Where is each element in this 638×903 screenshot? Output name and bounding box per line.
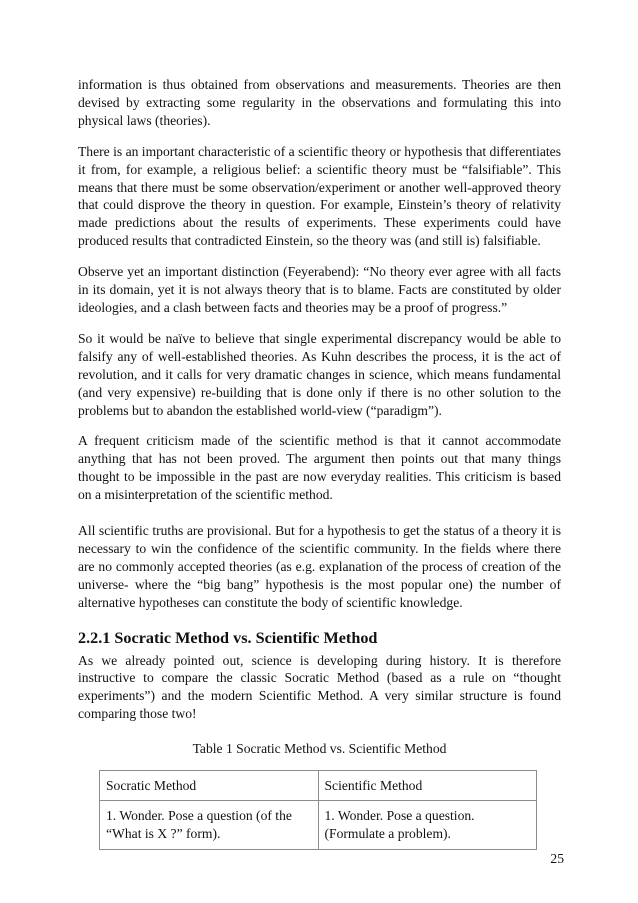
paragraph: All scientific truths are provisional. But for a hypothesis to get the status of a theory it is necessary to win the confidence of the scientific community. In the fields where there are no commonly accepted theories (as e.g. explanation of the process of creation of the universe- where the “big bang” hypothesis is the most popular one) the number of alternative hypotheses can constitute the body of scientific knowledge. — [78, 523, 561, 610]
table-cell: 1. Wonder. Pose a question (of the “What is X ?” form). — [100, 801, 319, 850]
table-header-row — [100, 771, 537, 801]
table-cell: 1. Wonder. Pose a question. (Formulate a problem). — [318, 801, 537, 850]
table-caption: Table 1 Socratic Method vs. Scientific Method — [192, 741, 447, 757]
table-row — [100, 801, 537, 850]
paragraph: Observe yet an important distinction (Feyerabend): “No theory ever agree with all facts in its domain, yet it is not always theory that is to blame. Facts are constituted by older ideologies, and a clash between facts and theories may be a proof of progress.” — [78, 264, 561, 315]
paragraph: A frequent criticism made of the scientific method is that it cannot accommodate anything that has not been proved. The argument then points out that many things thought to be impossible in the past are now everyday realities. This criticism is based on a misinterpretation of the scientific method. — [78, 433, 561, 503]
page-body — [78, 76, 561, 850]
section-heading: 2.2.1 Socratic Method vs. Scientific Method — [78, 628, 378, 647]
table-header-cell: Socratic Method — [100, 771, 319, 801]
page-number: 25 — [550, 851, 564, 866]
section-intro-paragraph: As we already pointed out, science is developing during history. It is therefore instructive to compare the classic Socratic Method (based as a rule on “thought experiments”) and the modern Scientific Method. A very similar structure is found comparing those two! — [78, 652, 561, 722]
paragraph: There is an important characteristic of a scientific theory or hypothesis that differentiates it from, for example, a religious belief: a scientific theory must be “falsifiable”. This means that there must be some observation/experiment or another well-approved theory that could disprove the theory in question. For example, Einstein’s theory of relativity made predictions about the results of experiments. These experiments could have produced results that contradicted Einstein, so the theory was (and still is) falsifiable. — [78, 143, 561, 249]
paragraph: information is thus obtained from observations and measurements. Theories are then devised by extracting some regularity in the observations and formulating this into physical laws (theories). — [78, 77, 561, 128]
paragraph: So it would be naïve to believe that single experimental discrepancy would be able to falsify any of well-established theories. As Kuhn describes the process, it is the act of revolution, and it calls for very dramatic changes in science, which means fundamental (and very expensive) re-building that is done only if there is no other solution to the problems but to abandon the established world-view (“paradigm”). — [78, 330, 561, 418]
methods-comparison-table — [99, 770, 537, 850]
table-header-cell: Scientific Method — [318, 771, 537, 801]
